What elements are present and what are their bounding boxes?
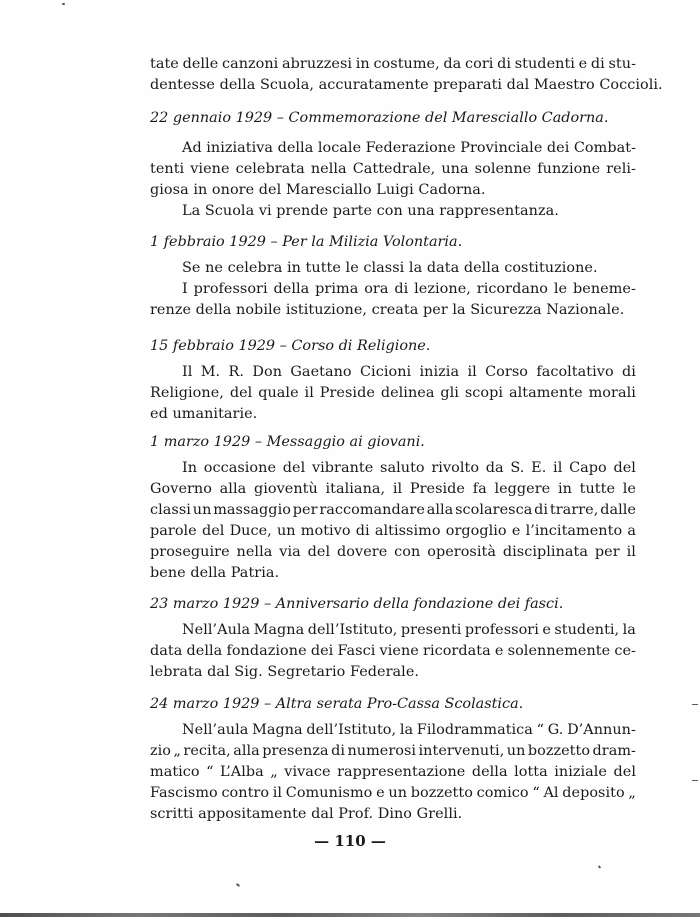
entry-body — [150, 720, 636, 825]
entry-body — [150, 458, 636, 584]
entry-body — [150, 620, 636, 683]
text-line: zio „ recita, alla presenza di numerosi intervenuti, un bozzetto dram- — [150, 743, 636, 759]
text-line: Fascismo contro il Comunismo e un bozzetto comico “ Al deposito „ — [150, 785, 636, 801]
text-line: lebrata dal Sig. Segretario Federale. — [150, 664, 420, 680]
entry-body — [150, 258, 636, 321]
text-line: La Scuola vi prende parte con una rappresentanza. — [182, 203, 559, 219]
intro-paragraph — [150, 54, 663, 96]
text-line: Ad iniziativa della locale Federazione Provinciale dei Combat- — [182, 140, 636, 156]
text-line: bene della Patria. — [150, 565, 280, 581]
entry-heading: 22 gennaio 1929 – Commemorazione del Maresciallo Cadorna. — [150, 110, 609, 126]
text-line: giosa in onore del Maresciallo Luigi Cadorna. — [150, 182, 486, 198]
text-line: Religione, del quale il Preside delinea gli scopi altamente morali — [150, 385, 636, 401]
text-line: data della fondazione dei Fasci viene ricordata e solennemente ce- — [150, 643, 636, 659]
scan-speck — [692, 780, 698, 781]
entry-heading: 15 febbraio 1929 – Corso di Religione. — [150, 338, 431, 354]
entry-body — [150, 362, 636, 425]
text-line: tenti viene celebrata nella Cattedrale, una solenne funzione reli- — [150, 161, 636, 177]
text-line: Governo alla gioventù italiana, il Preside fa leggere in tutte le — [150, 481, 636, 497]
scan-speck — [236, 883, 240, 887]
text-line: scritti appositamente dal Prof. Dino Grelli. — [150, 806, 463, 822]
entry-heading: 1 marzo 1929 – Messaggio ai giovani. — [150, 434, 425, 450]
text-line: Nell’aula Magna dell’Istituto, la Filodrammatica “ G. D’Annun- — [182, 722, 636, 738]
text-line: ed umanitarie. — [150, 406, 258, 422]
text-line: Nell’Aula Magna dell’Istituto, presenti professori e studenti, la — [182, 622, 636, 638]
text-line: renze della nobile istituzione, creata per la Sicurezza Nazionale. — [150, 302, 625, 318]
entry-heading: 23 marzo 1929 – Anniversario della fondazione dei fasci. — [150, 596, 564, 612]
scan-bottom-edge — [0, 913, 700, 917]
scan-speck — [598, 865, 601, 869]
page-number: — 110 — — [314, 832, 386, 850]
text-line: Se ne celebra in tutte le classi la data della costituzione. — [182, 260, 598, 276]
text-line: matico “ L’Alba „ vivace rappresentazione della lotta iniziale del — [150, 764, 636, 780]
entry-heading: 1 febbraio 1929 – Per la Milizia Volontaria. — [150, 234, 463, 250]
text-line: dentesse della Scuola, accuratamente preparati dal Maestro Coccioli. — [150, 77, 663, 93]
text-line: classi un massaggio per raccomandare alla scolaresca di trarre, dalle — [150, 502, 636, 518]
text-line: parole del Duce, un motivo di altissimo orgoglio e l’incitamento a — [150, 523, 636, 539]
scan-speck — [62, 3, 65, 5]
text-line: proseguire nella via del dovere con operosità disciplinata per il — [150, 544, 636, 560]
text-line: I professori della prima ora di lezione, ricordano le beneme- — [182, 281, 636, 297]
entry-body — [150, 138, 636, 222]
entry-heading: 24 marzo 1929 – Altra serata Pro-Cassa Scolastica. — [150, 696, 524, 712]
text-line: In occasione del vibrante saluto rivolto da S. E. il Capo del — [182, 460, 636, 476]
text-line: tate delle canzoni abruzzesi in costume, da cori di studenti e di stu- — [150, 56, 636, 72]
scan-speck — [692, 704, 698, 705]
text-line: Il M. R. Don Gaetano Cicioni inizia il Corso facoltativo di — [182, 364, 636, 380]
